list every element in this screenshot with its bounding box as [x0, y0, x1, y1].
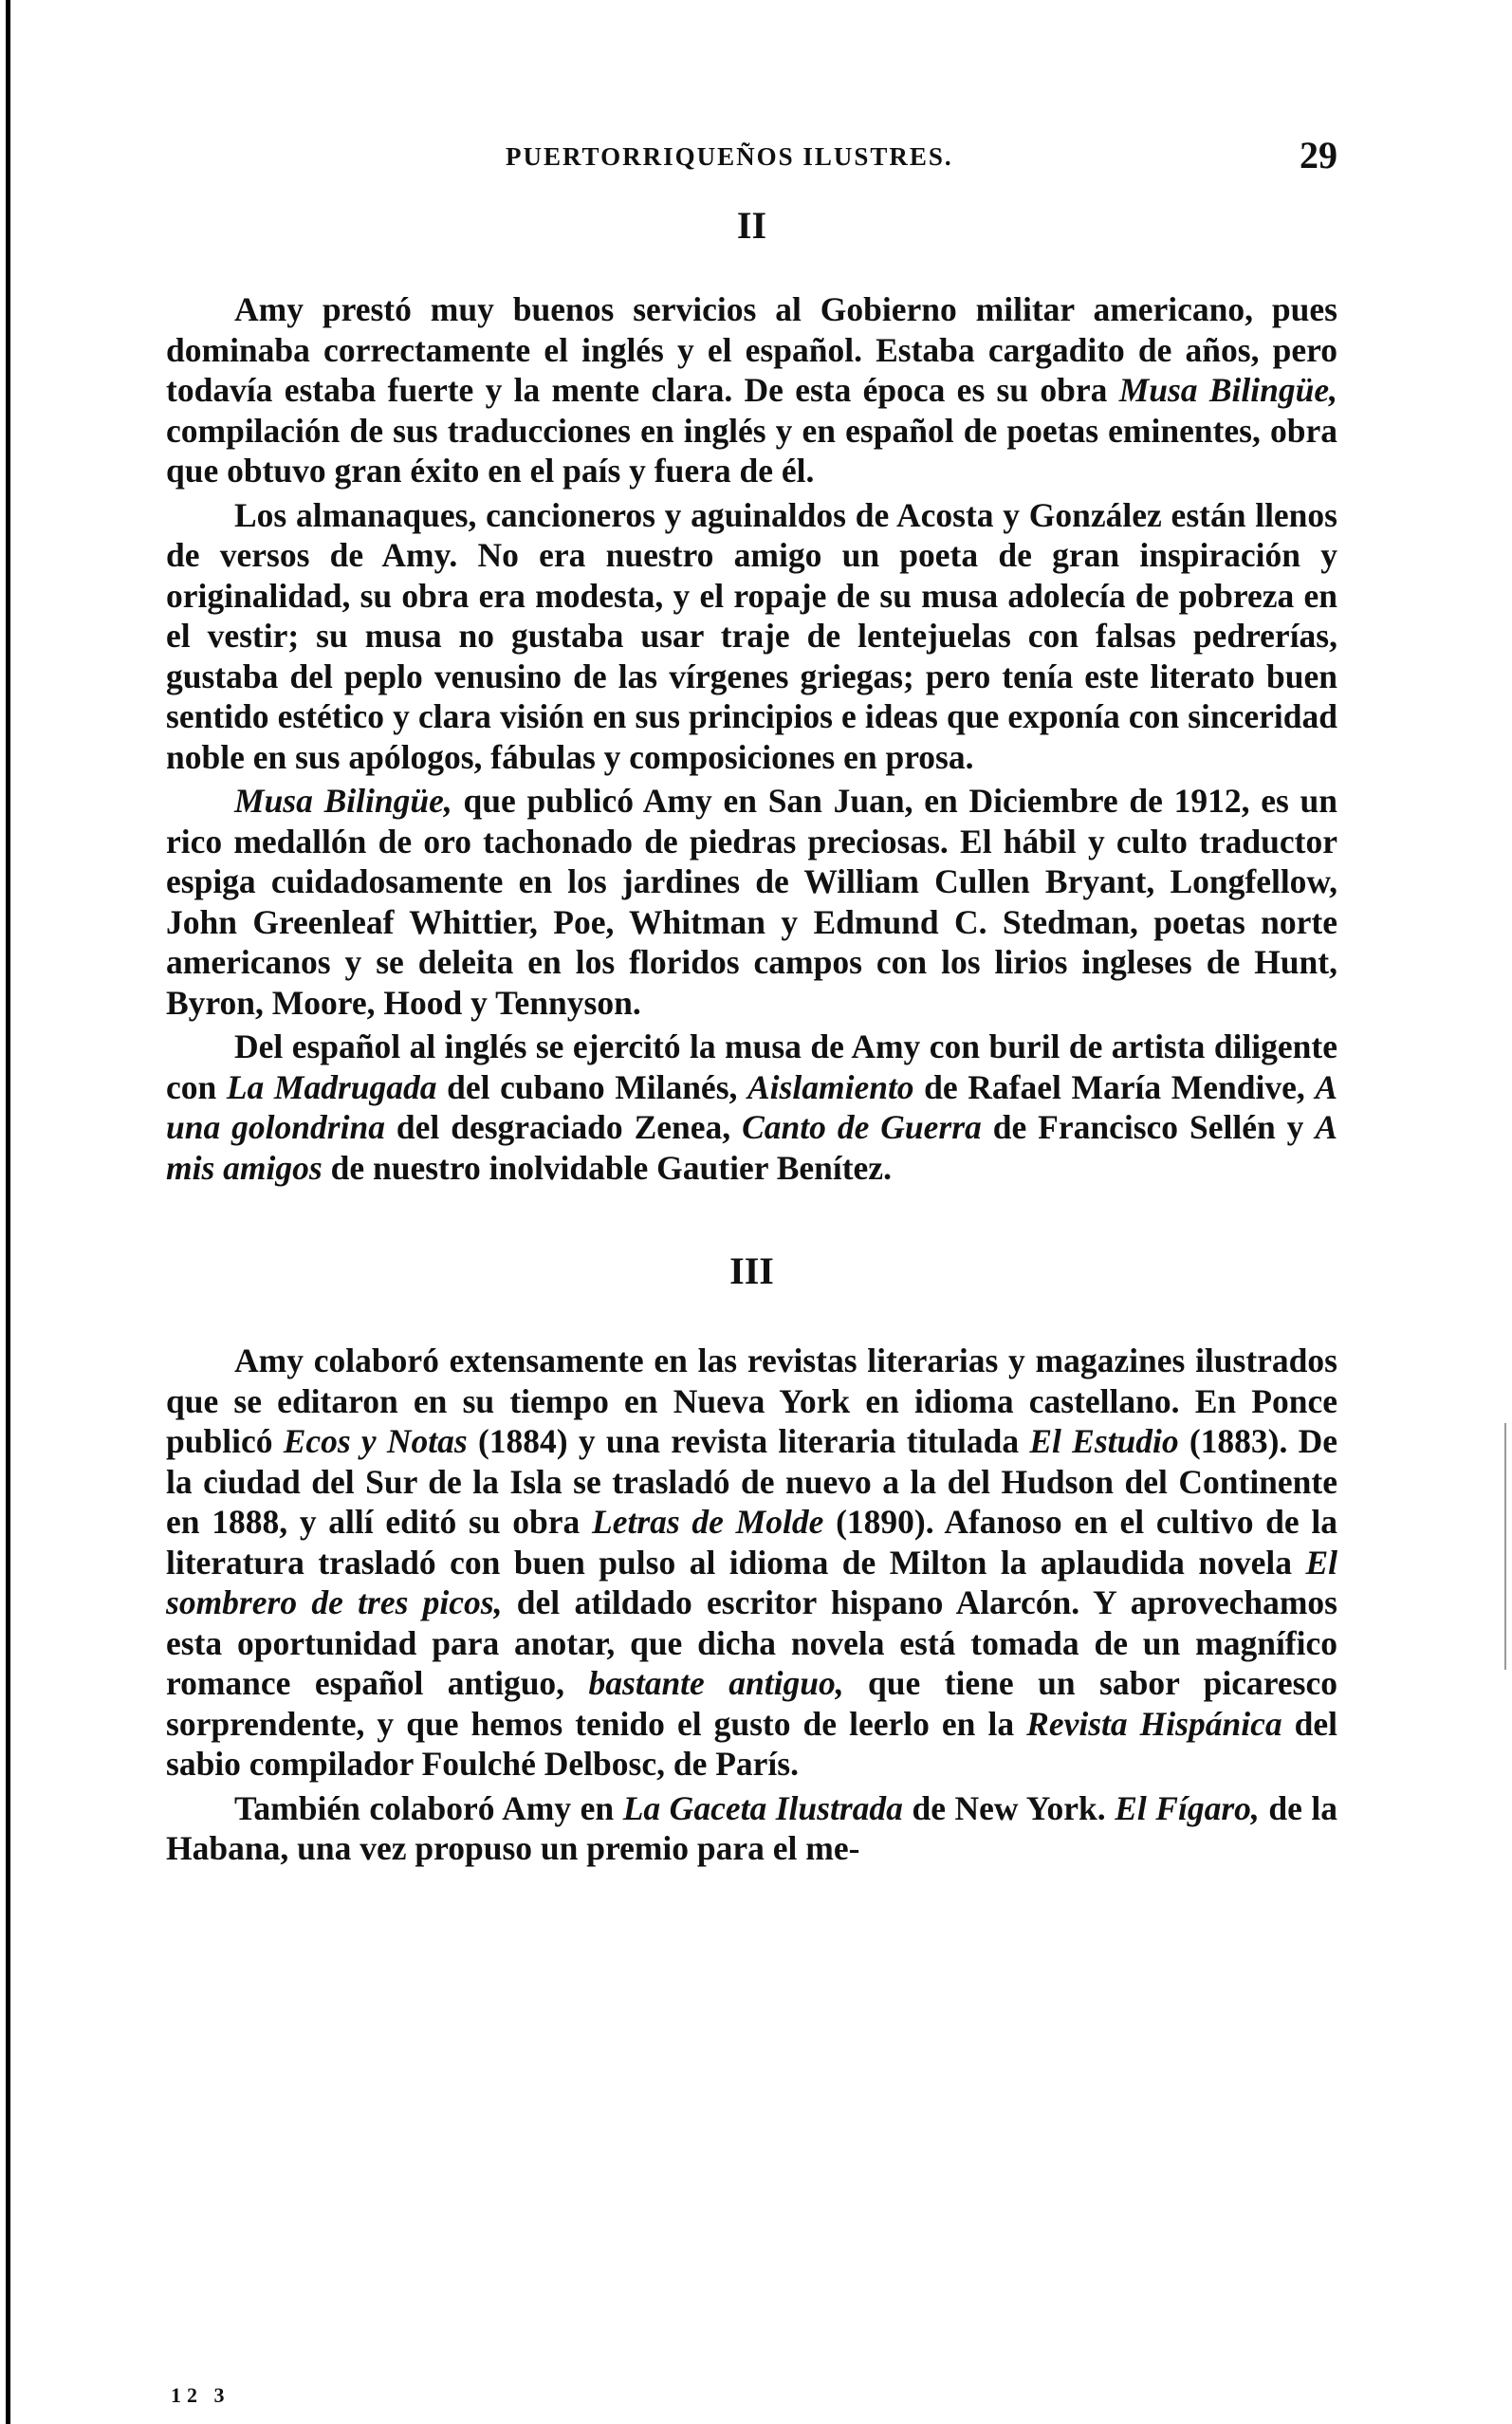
italic-title: El sombrero de tres picos,: [166, 1543, 1337, 1621]
italic-title: A una golondrina: [166, 1067, 1337, 1146]
text-run: del cubano Milanés,: [436, 1067, 747, 1106]
text-run: de nuestro inolvidable Gautier Benítez.: [322, 1148, 892, 1187]
section-ii: [166, 203, 1337, 1188]
text-run: Los almanaques, cancioneros y aguinaldos de Acosta y González están llenos de versos de Amy. No era nuestro amigo un poeta de gran inspiración y originalidad, su obra era modesta, y el ropaje de su musa adolecía de pobreza en el vestir; su musa no gustaba usar traje de lentejuelas con falsas pedrerías, gustaba del peplo venusino de las vírgenes griegas; pero tenía este literato buen sentido estético y clara visión en sus principios e ideas que exponía con sinceridad noble en sus apólogos, fábulas y composiciones en prosa.: [166, 495, 1337, 776]
page-edge-rule: [6, 0, 10, 2424]
text-run: (1883). De la ciudad del Sur de la Isla se trasladó de nuevo a la del Hudson del Continente en 1888, y allí editó su obra: [166, 1422, 1337, 1541]
paragraph: [166, 289, 1337, 491]
italic-title: Musa Bilingüe,: [1118, 371, 1337, 409]
text-run: compilación de sus traducciones en inglés y en español de poetas eminentes, obra que obtuvo gran éxito en el país y fuera de él.: [166, 411, 1337, 490]
italic-title: Ecos y Notas: [283, 1422, 468, 1460]
text-run: (1890). Afanoso en el cultivo de la literatura trasladó con buen pulso al idioma de Milton la aplaudida novela: [166, 1503, 1337, 1582]
running-head: PUERTORRIQUEÑOS ILUSTRES.: [506, 142, 953, 171]
text-run: de Francisco Sellén y: [981, 1108, 1316, 1146]
page-header: [166, 133, 1337, 190]
text-run: Del español al inglés se ejercitó la musa de Amy con buril de artista diligente con: [166, 1027, 1337, 1106]
italic-title: Letras de Molde: [592, 1503, 824, 1541]
section-heading: II: [736, 204, 767, 247]
text-run: que publicó Amy en San Juan, en Diciembre de 1912, es un rico medallón de oro tachonado de piedras preciosas. El hábil y culto traductor espiga cuidadosamente en los jardines de William Cullen Bryant, Longfellow, John Greenleaf Whittier, Poe, Whitman y Edmund C. Stedman, poetas norte americanos y se deleita en los floridos campos con los lirios ingleses de Hunt, Byron, Moore, Hood y Tennyson.: [166, 782, 1337, 1022]
italic-title: Canto de Guerra: [742, 1108, 982, 1146]
text-run: que tiene un sabor picaresco sorprendente, y que hemos tenido el gusto de leerlo en la: [166, 1664, 1337, 1743]
italic-title: Aislamiento: [747, 1067, 914, 1106]
scan-margin-mark: [1504, 1423, 1506, 1670]
text-run: También colaboró Amy en: [234, 1788, 623, 1827]
section-iii: [166, 1249, 1337, 1869]
text-run: del sabio compilador Foulché Delbosc, de París.: [166, 1704, 1338, 1783]
italic-title: A mis amigos: [166, 1108, 1338, 1187]
text-run: de la Habana, una vez propuso un premio para el me-: [166, 1788, 1337, 1867]
text-run: del desgraciado Zenea,: [384, 1108, 743, 1146]
italic-title: El Estudio: [1029, 1422, 1179, 1460]
text-run: de New York.: [902, 1788, 1116, 1827]
italic-title: La Gaceta Ilustrada: [622, 1788, 903, 1827]
section-heading: III: [729, 1249, 774, 1292]
page-number: 29: [1300, 134, 1337, 176]
text-run: del atildado escritor hispano Alarcón. Y aprovechamos esta oportunidad para anotar, que dicha novela está tomada de un magnífico romance español antiguo,: [166, 1583, 1337, 1702]
italic-title: bastante antiguo,: [588, 1664, 844, 1702]
book-page: [166, 133, 1337, 1869]
paragraph: [166, 1027, 1337, 1188]
paragraph: [166, 495, 1337, 778]
italic-title: Revista Hispánica: [1026, 1704, 1282, 1743]
text-run: Amy prestó muy buenos servicios al Gobierno militar americano, pues dominaba correctamente el inglés y el español. Estaba cargadito de años, pero todavía estaba fuerte y la mente clara. De esta época es su obra: [166, 290, 1337, 409]
text-run: de Rafael María Mendive,: [913, 1067, 1316, 1106]
italic-title: La Madrugada: [226, 1067, 437, 1106]
text-run: Amy colaboró extensamente en las revistas literarias y magazines ilustrados que se editaron en su tiempo en Nueva York en idioma castellano. En Ponce publicó: [166, 1342, 1337, 1460]
paragraph: [166, 1788, 1337, 1869]
paragraph: [166, 781, 1337, 1023]
italic-title: El Fígaro,: [1115, 1788, 1260, 1827]
italic-title: Musa Bilingüe,: [234, 782, 452, 820]
text-run: (1884) y una revista literaria titulada: [467, 1422, 1030, 1460]
printer-signature-mark: 12 3: [171, 2383, 230, 2407]
paragraph: [166, 1341, 1337, 1785]
